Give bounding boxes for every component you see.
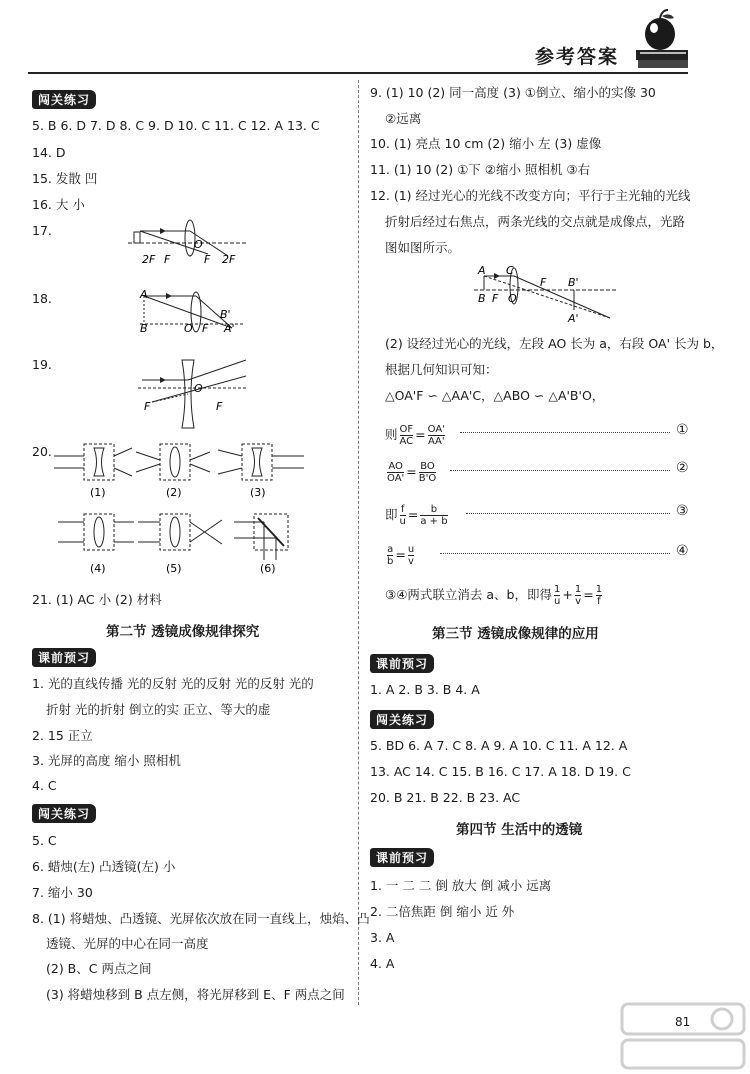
answer-line: 10. (1) 亮点 10 cm (2) 缩小 左 (3) 虚像	[370, 136, 602, 151]
label-4: (4)	[90, 562, 106, 575]
answer-line: (3) 将蜡烛移到 B 点左侧，将光屏移到 E、F 两点之间	[46, 987, 345, 1002]
answer-line: 20. B 21. B 22. B 23. AC	[370, 790, 521, 805]
label-o: O	[184, 322, 193, 335]
eq-marker: ②	[676, 460, 689, 476]
label-a-prime: A'	[568, 312, 579, 324]
lens-box-diagrams-20	[54, 438, 314, 578]
answer-line: 6. 蜡烛(左) 凸透镜(左) 小	[32, 859, 176, 874]
dotted-leader	[450, 470, 670, 471]
answer-line: 12. (1) 经过光心的光线不改变方向；平行于主光轴的光线	[370, 188, 691, 203]
section-heading: 第四节 生活中的透镜	[456, 822, 583, 838]
answer-line: 7. 缩小 30	[32, 885, 93, 900]
equation-5: ③④两式联立消去 a、b，即得 $\frac{1}{u}$ + $\frac{1}{v}$ = $\frac{1}{f}$	[385, 584, 603, 607]
answer-line: 18.	[32, 291, 52, 306]
section-tag-preview: 课前预习	[370, 654, 434, 673]
answer-line: 4. C	[32, 778, 57, 793]
dotted-leader	[460, 432, 670, 433]
label-c: C	[506, 264, 514, 277]
section-tag-practice: 闯关练习	[370, 710, 434, 729]
equation-4: $\frac{a}{b}$ = $\frac{u}{v}$	[387, 544, 415, 567]
answer-line: 1. A 2. B 3. B 4. A	[370, 682, 480, 697]
section-heading: 第三节 透镜成像规律的应用	[432, 626, 599, 642]
label-o: O	[194, 238, 203, 251]
answer-line: 折射 光的折射 倒立的实 正立、等大的虚	[46, 702, 271, 717]
lens-diagram-19	[138, 358, 250, 430]
answer-line: 8. (1) 将蜡烛、凸透镜、光屏依次放在同一直线上，烛焰、凸	[32, 911, 370, 926]
answer-line: 14. D	[32, 145, 66, 160]
answer-line: 3. 光屏的高度 缩小 照相机	[32, 753, 181, 768]
label-a: A	[140, 288, 148, 301]
label-b: B	[478, 292, 486, 305]
answer-line: 透镜、光屏的中心在同一高度	[46, 936, 209, 951]
lens-diagram-18	[136, 286, 246, 336]
answer-line: 1. 一 二 二 倒 放大 倒 减小 远离	[370, 878, 552, 893]
answer-line: 13. AC 14. C 15. B 16. C 17. A 18. D 19. C	[370, 764, 631, 779]
label-f-left: F	[164, 253, 171, 266]
answer-line: 2. 二倍焦距 倒 缩小 近 外	[370, 904, 515, 919]
label-f-right: F	[204, 253, 211, 266]
label-3: (3)	[250, 486, 266, 499]
label-b-prime: B'	[568, 276, 579, 289]
answer-line: 3. A	[370, 930, 395, 945]
label-o: O	[194, 382, 203, 395]
answer-line: 5. C	[32, 833, 57, 848]
header-divider	[28, 72, 688, 74]
answer-line: 1. 光的直线传播 光的反射 光的反射 光的反射 光的	[32, 676, 314, 691]
label-2: (2)	[166, 486, 182, 499]
page-title: 参考答案	[535, 46, 620, 68]
label-o: O	[508, 292, 517, 305]
section-tag-practice: 闯关练习	[32, 804, 96, 823]
answer-line: 9. (1) 10 (2) 同一高度 (3) ①倒立、缩小的实像 30	[370, 85, 656, 100]
section-heading: 第二节 透镜成像规律探究	[106, 624, 260, 640]
label-5: (5)	[166, 562, 182, 575]
label-2f-left: 2F	[142, 253, 156, 266]
page-number: 81	[675, 1015, 691, 1029]
answer-line: 4. A	[370, 956, 395, 971]
section-tag-preview: 课前预习	[370, 848, 434, 867]
equation-3: 即 $\frac{f}{u}$ = $\frac{b}{a + b}$	[385, 504, 448, 527]
answer-line: 5. B 6. D 7. D 8. C 9. D 10. C 11. C 12. A 13. C	[32, 118, 320, 133]
eq-marker: ①	[676, 422, 689, 438]
label-a-prime: A'	[224, 322, 235, 335]
answer-line: 11. (1) 10 (2) ①下 ②缩小 照相机 ③右	[370, 162, 591, 177]
column-divider	[358, 80, 359, 1005]
apple-books-icon	[632, 8, 692, 74]
dotted-leader	[440, 553, 670, 554]
answer-line: 16. 大 小	[32, 197, 85, 212]
answer-line: 20.	[32, 444, 52, 459]
equation-2: $\frac{AO}{OA'}$ = $\frac{BO}{B'O}$	[387, 461, 437, 484]
label-2f-right: 2F	[222, 253, 236, 266]
label-f-right: F	[540, 276, 547, 289]
lens-diagram-17	[128, 218, 248, 268]
label-f-right: F	[216, 400, 223, 413]
answer-line: 19.	[32, 357, 52, 372]
label-a: A	[478, 264, 486, 277]
section-tag-practice: 闯关练习	[32, 90, 96, 109]
label-f-left: F	[144, 400, 151, 413]
label-6: (6)	[260, 562, 276, 575]
watermark-logo	[618, 1000, 748, 1072]
label-1: (1)	[90, 486, 106, 499]
eq-marker: ③	[676, 503, 689, 519]
answer-line: 根据几何知识可知：	[385, 362, 498, 377]
label-f-left: F	[492, 292, 499, 305]
answer-line: 5. BD 6. A 7. C 8. A 9. A 10. C 11. A 12. A	[370, 738, 628, 753]
lens-diagram-12	[470, 262, 620, 324]
answer-line: 15. 发散 凹	[32, 171, 98, 186]
section-tag-preview: 课前预习	[32, 648, 96, 667]
answer-line: (2) 设经过光心的光线，左段 AO 长为 a，右段 OA' 长为 b，	[385, 336, 724, 351]
answer-line: 17.	[32, 223, 52, 238]
answer-line: 2. 15 正立	[32, 728, 93, 743]
answer-line: ②远离	[385, 111, 422, 126]
answer-line: 21. (1) AC 小 (2) 材料	[32, 592, 162, 607]
answer-line: 折射后经过右焦点，两条光线的交点就是成像点，光路	[385, 214, 686, 229]
label-b-prime: B'	[220, 308, 231, 321]
answer-line: △OA'F ∽ △AA'C，△ABO ∽ △A'B'O，	[385, 388, 605, 403]
label-b: B	[140, 322, 148, 335]
answer-line: (2) B、C 两点之间	[46, 961, 152, 976]
dotted-leader	[466, 513, 670, 514]
answer-line: 图如图所示。	[385, 240, 461, 255]
equation-1: 则 $\frac{OF}{AC}$ = $\frac{OA'}{AA'}$	[385, 424, 445, 447]
eq-marker: ④	[676, 543, 689, 559]
label-f: F	[202, 322, 209, 335]
